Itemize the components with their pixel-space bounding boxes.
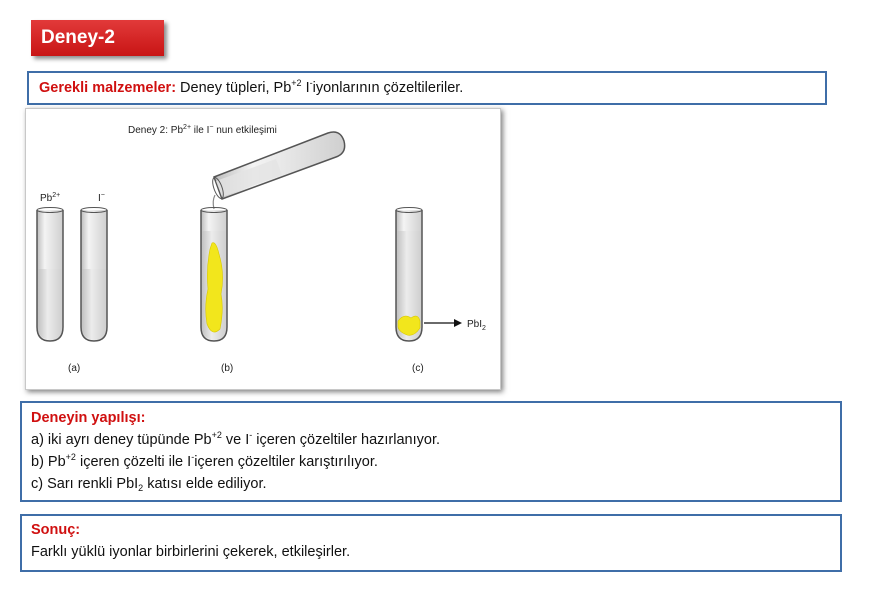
materials-text: Deney tüpleri, $Pb^{+2}$ I-iyonlarının çözeltileriler. (176, 78, 464, 96)
label-a: (a) (68, 363, 81, 374)
figure-caption: Deney 2: $Pb^{2+}$ ile I− nun etkileşimi (128, 124, 277, 136)
result-box (20, 514, 842, 572)
label-c: (c) (412, 363, 424, 374)
procedure-step-b: b) $Pb^{+2}$ içeren çözelti ile I-içeren çözeltiler karıştırılıyor. (31, 452, 378, 470)
test-tube-mixing (201, 208, 227, 342)
experiment-illustration (26, 109, 500, 389)
test-tube-pb (37, 208, 63, 342)
procedure-step-a: a) iki ayrı deney tüpünde $Pb^{+2}$ ve I- içeren çözeltiler hazırlanıyor. (31, 430, 441, 448)
test-tube-precipitate (396, 208, 422, 342)
label-product: PbI$_2$ (467, 319, 486, 332)
label-b: (b) (221, 363, 234, 374)
label-i: I− (98, 192, 105, 204)
label-pb: $Pb^{2+}$ (40, 192, 61, 204)
result-text: Farklı yüklü iyonlar birbirlerini çekerek, etkileşirler. (31, 544, 351, 560)
procedure-step-c: c) Sarı renkli PbI$_2$ katısı elde ediliyor. (31, 476, 267, 493)
materials-box (27, 71, 827, 105)
slide-title: Deney-2 (31, 20, 164, 56)
procedure-heading: Deneyin yapılışı: (31, 410, 146, 426)
test-tube-i (81, 208, 107, 342)
procedure-box (20, 401, 842, 502)
experiment-figure (25, 108, 501, 390)
arrow-head (454, 319, 462, 327)
materials-label: Gerekli malzemeler: (39, 80, 177, 96)
pouring-tube (210, 132, 344, 209)
result-heading: Sonuç: (31, 522, 81, 538)
